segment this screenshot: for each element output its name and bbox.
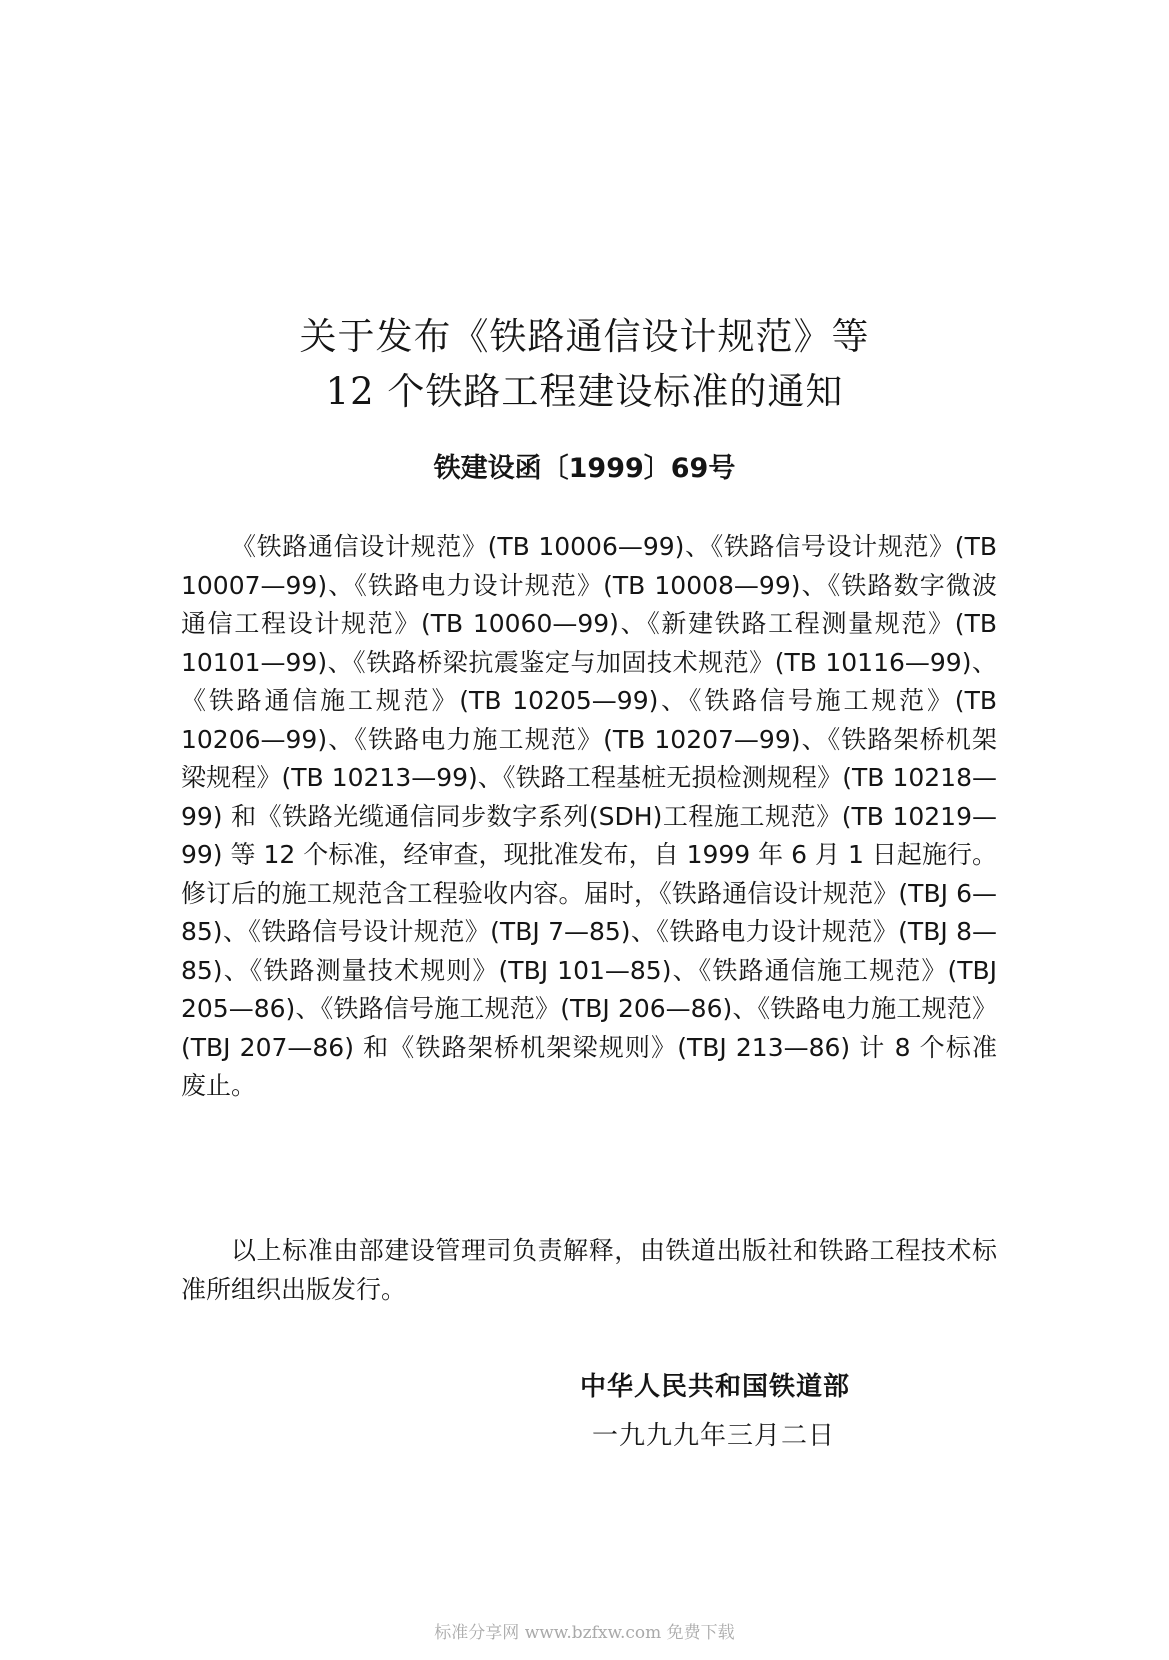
footer-watermark: 标准分享网 www.bzfxw.com 免费下载 (434, 1623, 735, 1643)
title-line-1: 关于发布《铁路通信设计规范》等 (299, 315, 870, 358)
body-paragraph-2: 以上标准由部建设管理司负责解释，由铁道出版社和铁路工程技术标准所组织出版发行。 (181, 1236, 997, 1304)
signature-organization: 中华人民共和国铁道部 (580, 1372, 851, 1402)
signature-date: 一九九九年三月二日 (592, 1421, 836, 1451)
body-paragraph-1: 《铁路通信设计规范》(TB 10006—99)、《铁路信号设计规范》(TB 10007—99)、《铁路电力设计规范》(TB 10008—99)、《铁路数字微波通信工程设计规范》(TB 10060—99)、《新建铁路工程测量规范》(TB 10101—99)、《铁路桥梁抗震鉴定与加固技术规范》(TB 10116—99)、《铁路通信施工规范》(TB 10205—99)、《铁路信号施工规范》(TB 10206—99)、《铁路电力施工规范》(TB 10207—99)、《铁路架桥机架梁规程》(TB 10213—99)、《铁路工程基桩无损检测规程》(TB 10218—99) 和《铁路光缆通信同步数字系列(SDH)工程施工规范》(TB 10219—99) 等 12 个标准，经审查，现批准发布，自 1999 年 6 月 1 日起施行。修订后的施工规范含工程验收内容。届时，《铁路通信设计规范》(TBJ 6—85)、《铁路信号设计规范》(TBJ 7—85)、《铁路电力设计规范》(TBJ 8—85)、《铁路测量技术规则》(TBJ 101—85)、《铁路通信施工规范》(TBJ 205—86)、《铁路信号施工规范》(TBJ 206—86)、《铁路电力施工规范》(TBJ 207—86) 和《铁路架桥机架梁规则》(TBJ 213—86) 计 8 个标准废止。 (181, 532, 997, 1100)
document-number: 铁建设函〔1999〕69号 (433, 453, 736, 484)
title-line-2: 12 个铁路工程建设标准的通知 (325, 370, 844, 413)
